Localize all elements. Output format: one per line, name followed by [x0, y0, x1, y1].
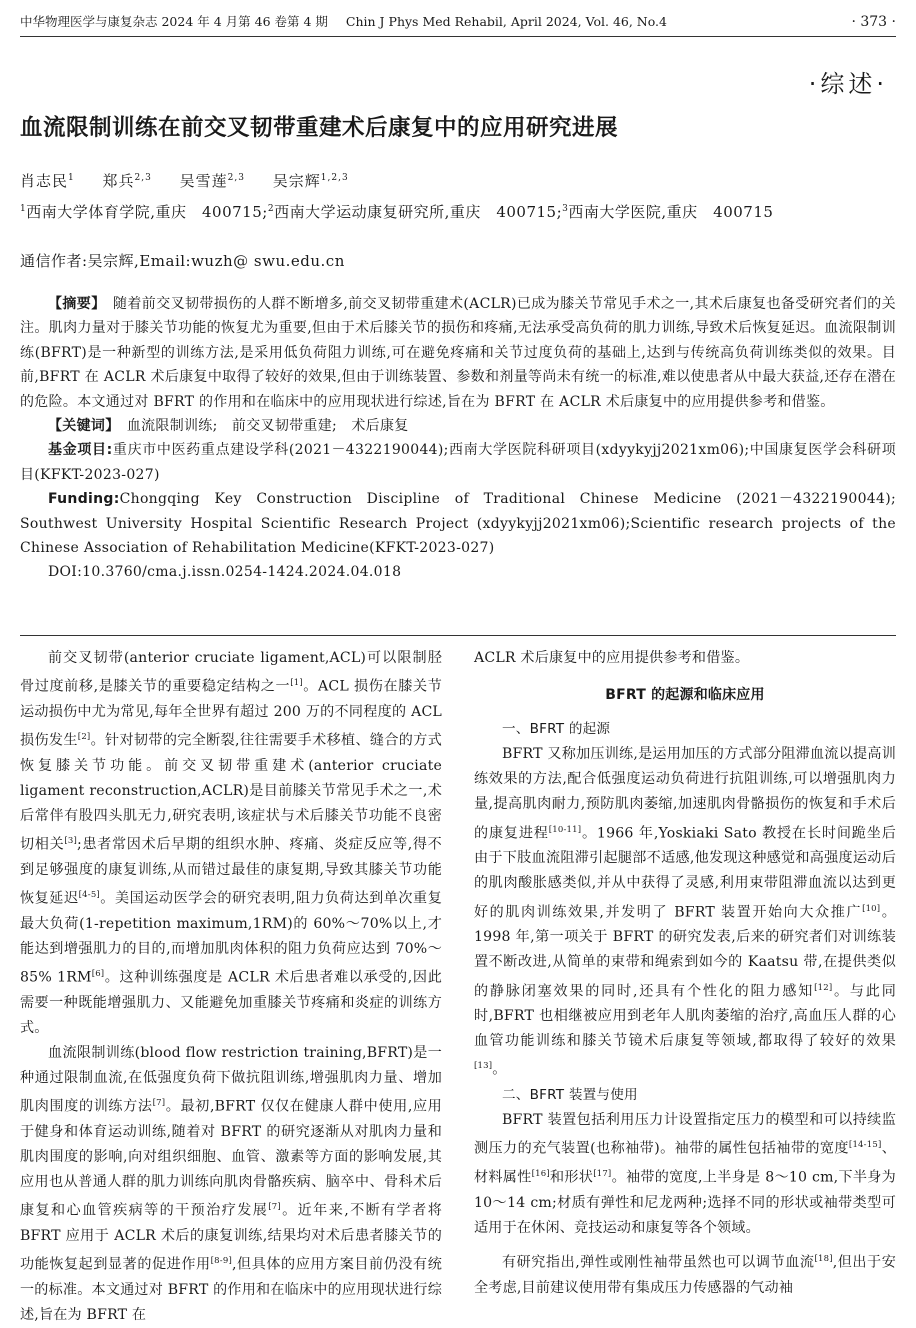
author-list — [20, 170, 371, 191]
journal-citation — [20, 12, 681, 30]
author-name: 郑兵 — [102, 172, 135, 190]
fund-label: 基金项目: — [48, 442, 113, 459]
author-affil-sup: 2,3 — [134, 173, 152, 183]
body-paragraph — [20, 1041, 442, 1328]
abstract-block — [20, 292, 896, 585]
body-text: 。近年来,不断有学者将 BFRT 应用于 ACLR 术后的康复训练,结果均对术后患者膝关节的功能恢复起到显著的促进作用 — [20, 1202, 442, 1273]
author-affil-sup: 2,3 — [227, 173, 245, 183]
citation: [14-15] — [848, 1140, 882, 1151]
abstract-rule — [20, 635, 896, 636]
abstract-label: 【摘要】 — [48, 296, 99, 312]
journal-name-en: Chin J Phys Med Rehabil, April 2024, Vol. 46, No.4 — [345, 14, 667, 29]
body-text: 前交叉韧带(anterior cruciate ligament,ACL)可以限制胫骨过度前移,是膝关节的重要稳定结构之一 — [20, 650, 442, 695]
author-affil-sup: 1 — [68, 173, 75, 183]
keywords — [20, 414, 896, 438]
doi: DOI:10.3760/cma.j.issn.0254-1424.2024.04.018 — [48, 564, 402, 581]
citation: [7] — [268, 1202, 281, 1213]
body-text: 。1966 年,Yoskiaki Sato 教授在长时间跪坐后由于下肢血流阻滞引起腿部不适感,他发现这种感觉和高强度运动后的肌肉酸胀感类似,并从中获得了灵感,利用束带阻滞血流以达到更好的肌肉训练效果,并发明了 BFRT 装置开始向大众推广 — [474, 825, 896, 921]
body-text: ,但具体的应用方案目前仍没有统一的标准。本文通过对 BFRT 的作用和在临床中的应用现状进行综述,旨在为 BFRT 在 — [20, 1256, 442, 1323]
body-paragraph — [474, 1108, 896, 1241]
keywords-label: 【关键词】 — [48, 418, 113, 435]
body-text: 。与此同时,BFRT 也相继被应用到老年人肌肉萎缩的治疗,高血压人群的心血管功能训练和膝关节镜术后康复等领域,都取得了较好的效果 — [474, 983, 896, 1050]
body-text: 和形状 — [549, 1169, 594, 1186]
citation: [17] — [593, 1169, 612, 1180]
body-paragraph: ACLR 术后康复中的应用提供参考和借鉴。 — [474, 650, 750, 666]
abstract-text: 随着前交叉韧带损伤的人群不断增多,前交叉韧带重建术(ACLR)已成为膝关节常见手术之一,其术后康复也备受研究者们的关注。肌肉力量对于膝关节功能的恢复尤为重要,但由于术后膝关节的损伤和疼痛,无法承受高负荷的肌力训练,导致术后恢复延迟。血流限制训练(BFRT)是一种新型的训练方法,是采用低负荷阻力训练,可在避免疼痛和关节过度负荷的基础上,达到与传统高负荷训练类似的效果。目前,BFRT 在 ACLR 术后康复中取得了较好的效果,但由于训练装置、参数和剂量等尚未有统一的标准,难以使患者从中最大获益,还存在潜在的危险。本文通过对 BFRT 的作用和在临床中的应用现状进行综述,旨在为 BFRT 在 ACLR 术后康复中的应用提供参考和借鉴。 — [20, 296, 896, 410]
affil-sup: 1 — [20, 204, 27, 214]
citation: [10-11] — [548, 824, 582, 835]
body-text: 。1998 年,第一项关于 BFRT 的研究发表,后来的研究者们对训练装置不断改进,从简单的束带和绳索到如今的 Kaatsu 带,在提供类似的静脉闭塞效果的同时,还具有个性化的阻力感知 — [474, 904, 896, 1000]
section-tag: ·综述· — [808, 70, 888, 98]
body-text: 有研究指出,弹性或刚性袖带虽然也可以调节血流 — [502, 1254, 815, 1271]
citation: [13] — [474, 1061, 493, 1072]
keywords-text: 血流限制训练; 前交叉韧带重建; 术后康复 — [126, 418, 409, 435]
body-text: 。最初,BFRT 仅仅在健康人群中使用,应用于健身和体育运动训练,随着对 BFRT 的研究逐渐从对肌肉力量和肌肉围度的影响,向对组织细胞、血管、激素等方面的影响发展,其应用也从普通人群的肌力训练向肌肉骨骼疾病、脑卒中、骨科术后康复和心血管疾病等的干预治疗发展 — [20, 1098, 442, 1219]
citation: [12] — [814, 982, 833, 993]
running-header — [20, 12, 896, 34]
affiliation: 西南大学体育学院,重庆 400715; — [26, 203, 268, 221]
author — [273, 172, 349, 190]
author — [180, 172, 245, 190]
citation: [16] — [531, 1169, 550, 1180]
body-text: 。 — [492, 1062, 507, 1079]
author — [103, 172, 152, 190]
body-paragraph — [474, 742, 896, 1083]
corresponding-author: 通信作者:吴宗辉,Email:wuzh@ swu.edu.cn — [20, 252, 345, 270]
citation: [18] — [814, 1254, 833, 1265]
citation: [2] — [77, 731, 91, 742]
abstract — [20, 292, 896, 414]
body-text: 。袖带的宽度,上半身是 8～10 cm,下半身为 10～14 cm;材质有弹性和尼龙两种;选择不同的形状或袖带类型可适用于在休闲、竞技运动和康复等各个领域。 — [474, 1169, 896, 1237]
citation: [10] — [862, 903, 881, 914]
journal-name-cn: 中华物理医学与康复杂志 2024 年 4 月第 46 卷第 4 期 — [20, 14, 328, 29]
header-rule — [20, 36, 896, 37]
affil-sup: 3 — [562, 204, 569, 214]
body-text: 。ACL 损伤在膝关节运动损伤中尤为常见,每年全世界有超过 200 万的不同程度的 ACL 损伤发生 — [20, 678, 442, 749]
page-number: · 373 · — [851, 14, 896, 30]
affiliations — [20, 196, 900, 226]
citation: [1] — [290, 678, 303, 689]
body-paragraph — [474, 1247, 896, 1301]
citation: [6] — [91, 968, 105, 979]
body-text: 。美国运动医学会的研究表明,阻力负荷达到单次重复最大负荷(1-repetition maximum,1RM)的 60%～70%以上,才能达到增强肌力的目的,而增加肌肉体积的阻力负荷应达到 70%～85% 1RM — [20, 890, 442, 986]
affil-sup: 2 — [267, 204, 275, 214]
fund — [20, 438, 896, 487]
body-text: BFRT 又称加压训练,是运用加压的方式部分阻滞血流以提高训练效果的方法,配合低强度运动负荷进行抗阻训练,可以增强肌肉力量,提高肌肉耐力,预防肌肉萎缩,加速肌肉骨骼损伤的恢复和手术后的康复进程 — [474, 746, 896, 842]
author-name: 吴雪莲 — [179, 172, 228, 190]
citation: [4-5] — [78, 889, 100, 900]
author-name: 吴宗辉 — [272, 172, 321, 190]
body-text: 、材料属性 — [474, 1141, 896, 1186]
subsection-heading: 二、BFRT 装置与使用 — [502, 1087, 638, 1104]
affiliation: 西南大学医院,重庆 400715 — [568, 203, 774, 221]
body-text: 血流限制训练(blood flow restriction training,BFRT)是一种通过限制血流,在低强度负荷下做抗阻训练,增强肌肉力量、增加肌肉围度的训练方法 — [20, 1044, 442, 1115]
author — [20, 172, 75, 190]
fund-text: 重庆市中医药重点建设学科(2021－4322190044);西南大学医院科研项目(xdyykyjj2021xm06);中国康复医学会科研项目(KFKT-2023-027) — [20, 442, 896, 483]
funding-label: Funding: — [48, 491, 120, 508]
body-paragraph — [20, 646, 442, 1041]
citation: [8-9] — [210, 1255, 232, 1266]
body-column-left — [20, 646, 442, 1328]
citation: [7] — [152, 1098, 166, 1109]
funding-text: Chongqing Key Construction Discipline of Traditional Chinese Medicine (2021－4322190044); Southwest University Hospital Scientific Research Project (xdyykyjj2021xm06);Scientific research projects of the Chinese Association of Rehabilitation Medicine(KFKT-2023-027) — [20, 491, 896, 557]
subsection-heading: 一、BFRT 的起源 — [502, 721, 611, 738]
section-heading: BFRT 的起源和临床应用 — [605, 687, 765, 704]
article-title: 血流限制训练在前交叉韧带重建术后康复中的应用研究进展 — [20, 115, 619, 141]
body-text: BFRT 装置包括利用压力计设置指定压力的模型和可以持续监测压力的充气装置(也称袖带)。袖带的属性包括袖带的宽度 — [474, 1112, 896, 1158]
funding-en — [20, 487, 896, 560]
body-text: 。针对韧带的完全断裂,往往需要手术移植、缝合的方式恢复膝关节功能。前交叉韧带重建术(anterior cruciate ligament reconstruction,ACLR)是目前膝关节常见手术之一,术后常伴有股四头肌无力,研究表明,该症状与术后膝关节功能不良密切相关 — [20, 732, 442, 853]
body-text: 。这种训练强度是 ACLR 术后患者难以承受的,因此需要一种既能增强肌力、又能避免加重膝关节疼痛和炎症的训练方式。 — [20, 969, 442, 1036]
citation: [3] — [64, 836, 77, 847]
author-affil-sup: 1,2,3 — [320, 173, 349, 183]
body-column-right — [474, 646, 896, 1301]
affiliation: 西南大学运动康复研究所,重庆 400715; — [274, 203, 563, 221]
body-text: ;患者常因术后早期的组织水肿、疼痛、炎症反应等,得不到足够强度的康复训练,从而错过最佳的康复期,导致其膝关节功能恢复延迟 — [20, 836, 442, 907]
author-name: 肖志民 — [20, 172, 69, 190]
body-text: ,但出于安全考虑,目前建议使用带有集成压力传感器的气动袖 — [474, 1254, 896, 1296]
